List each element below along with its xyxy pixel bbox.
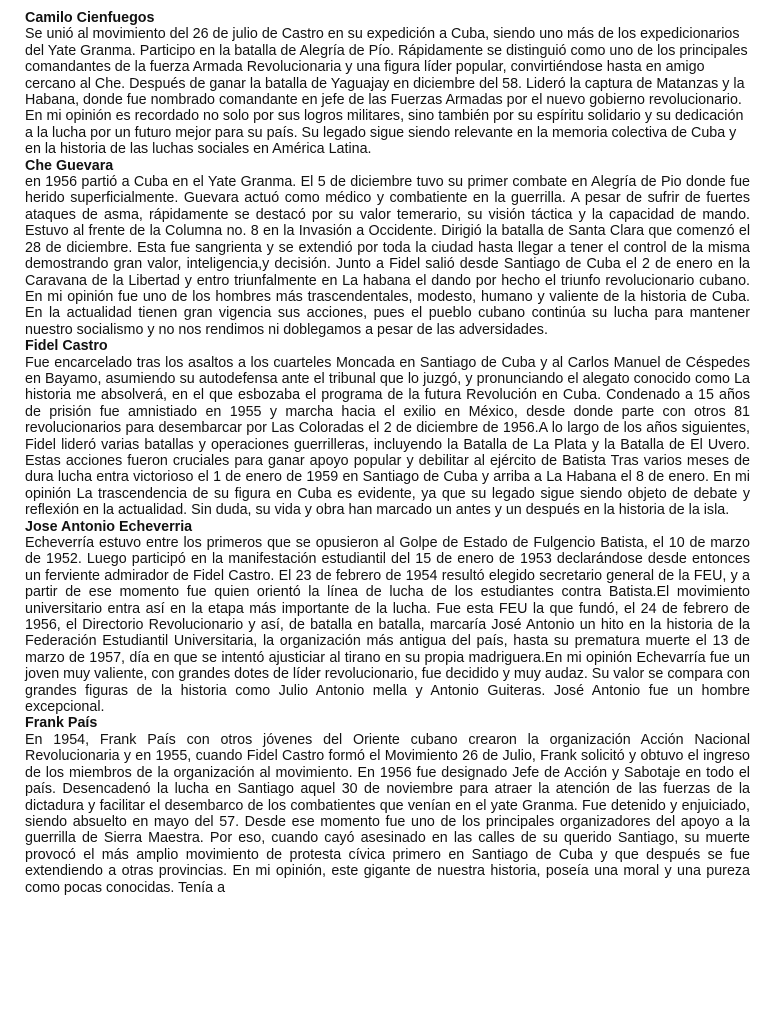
section-jose-antonio-echeverria — [25, 519, 750, 716]
section-paragraph: En 1954, Frank País con otros jóvenes del Oriente cubano crearon la organización Acción Nacional Revolucionaria y en 1955, cuando Fidel Castro formó el Movimiento 26 de Julio, Frank solicitó y obtuvo el ingreso de los miembros de la organización al movimiento. En 1956 fue designado Jefe de Acción y Sabotaje en todo el país. Desencadenó la lucha en Santiago aquel 30 de noviembre para atraer la atención de las fuerzas de la dictadura y facilitar el desembarco de los combatientes que venían en el yate Granma. Fue detenido y enjuiciado, siendo absuelto en mayo del 57. Desde ese momento fue uno de los principales organizadores del apoyo a la guerrilla de Sierra Maestra. Por eso, cuando cayó asesinado en las calles de su querido Santiago, su muerte provocó el más amplio movimiento de protesta cívica primero en Santiago de Cuba y que después se fue extendiendo a otras provincias. En mi opinión, este gigante de nuestra historia, poseía una moral y una pureza como pocas conocidas. Tenía a — [25, 731, 750, 896]
section-title: Fidel Castro — [25, 338, 108, 355]
section-title: Camilo Cienfuegos — [25, 10, 155, 26]
section-title: Che Guevara — [25, 157, 114, 174]
section-frank-pais — [25, 715, 750, 895]
section-che-guevara — [25, 158, 750, 338]
document-page — [25, 10, 750, 896]
section-paragraph: Echeverría estuvo entre los primeros que se opusieron al Golpe de Estado de Fulgencio Batista, el 10 de marzo de 1952. Luego participó en la manifestación estudiantil del 15 de enero de 1953 declarándose desde entonces un ferviente admirador de Fidel Castro. El 23 de febrero de 1954 resultó elegido secretario general de la FEU, y a partir de ese momento fue quien orientó la línea de lucha de los estudiantes contra Batista.El movimiento universitario entra así en la etapa más importante de la lucha. Fue esta FEU la que fundó, el 24 de febrero de 1956, el Directorio Revolucionario y así, de batalla en batalla, marcaría José Antonio un hito en la historia de la Federación Estudiantil Universitaria, la organización más antigua del país, hasta su prematura muerte el 13 de marzo de 1957, día en que se intentó ajusticiar al tirano en su propia madriguera.En mi opinión Echevarría fue un joven muy valiente, con grandes dotes de líder revolucionario, fue decidido y muy audaz. Su valor se compara con grandes figuras de la historia como Julio Antonio mella y Antonio Guiteras. José Antonio fue un hombre excepcional. — [25, 535, 750, 716]
section-paragraph: Fue encarcelado tras los asaltos a los cuarteles Moncada en Santiago de Cuba y al Carlos Manuel de Céspedes en Bayamo, asumiendo su autodefensa ante el tribunal que lo juzgó, y pronunciando el alegato conocido como La historia me absolverá, en el que esbozaba el programa de la futura Revolución en Cuba. Condenado a 15 años de prisión fue amnistiado en 1955 y marcha hacia el exilio en México, desde donde parte con otros 81 revolucionarios para desembarcar por Las Coloradas el 2 de diciembre de 1956.A lo largo de los años siguientes, Fidel lideró varias batallas y operaciones guerrilleras, incluyendo la Batalla de La Plata y la Batalla de El Uvero. Estas acciones fueron cruciales para ganar apoyo popular y debilitar al ejército de Batista Tras varios meses de dura lucha entra victorioso el 1 de enero de 1959 en Santiago de Cuba y arriba a La Habana el 8 de enero. En mi opinión La trascendencia de su figura en Cuba es evidente, ya que su legado sigue siendo objeto de debate y reflexión en la actualidad. Sin duda, su vida y obra han marcado un antes y un después en la historia de la isla. — [25, 354, 750, 519]
section-title: Frank País — [25, 715, 98, 732]
section-fidel-castro — [25, 338, 750, 518]
section-camilo-cienfuegos — [25, 10, 750, 158]
section-title: Jose Antonio Echeverria — [25, 518, 193, 535]
section-paragraph: Se unió al movimiento del 26 de julio de Castro en su expedición a Cuba, siendo uno más de los expedicionarios del Yate Granma. Participo en la batalla de Alegría de Pío. Rápidamente se distinguió como uno de los principales comandantes de la fuerza Armada Revolucionaria y una figura líder popular, convirtiéndose hasta en amigo cercano al Che. Después de ganar la batalla de Yaguajay en diciembre del 58. Lideró la captura de Matanzas y la Habana, donde fue nombrado comandante en jefe de las Fuerzas Armadas por el nuevo gobierno revolucionario. En mi opinión es recordado no solo por sus logros militares, sino también por su espíritu solidario y su dedicación a la lucha por un futuro mejor para su país. Su legado sigue siendo relevante en la memoria colectiva de Cuba y en la historia de las luchas sociales en América Latina. — [25, 26, 748, 158]
section-paragraph: en 1956 partió a Cuba en el Yate Granma. El 5 de diciembre tuvo su primer combate en Alegría de Pio donde fue herido superficialmente. Guevara actuó como médico y combatiente en la guerrilla. A pesar de sufrir de fuertes ataques de asma, rápidamente se destacó por su valor temerario, su visión táctica y la capacidad de mando. Estuvo al frente de la Columna no. 8 en la Invasión a Occidente. Dirigió la batalla de Santa Clara que comenzó el 28 de diciembre. Esta fue sangrienta y se extendió por toda la ciudad hasta llegar a tener el control de la misma demostrando gran valor, inteligencia,y decisión. Junto a Fidel salió desde Santiago de Cuba el 2 de enero en la Caravana de la Libertad y entro triunfalmente en La habana el dando por hecho el triunfo revolucionario cubano. En mi opinión fue uno de los hombres más trascendentales, modesto, humano y valiente de la historia de Cuba. En la actualidad tienen gran vigencia sus acciones, pues el pueblo cubano continúa su lucha para mantener nuestro socialismo y no nos rendimos ni doblegamos a pesar de las adversidades. — [25, 174, 750, 338]
